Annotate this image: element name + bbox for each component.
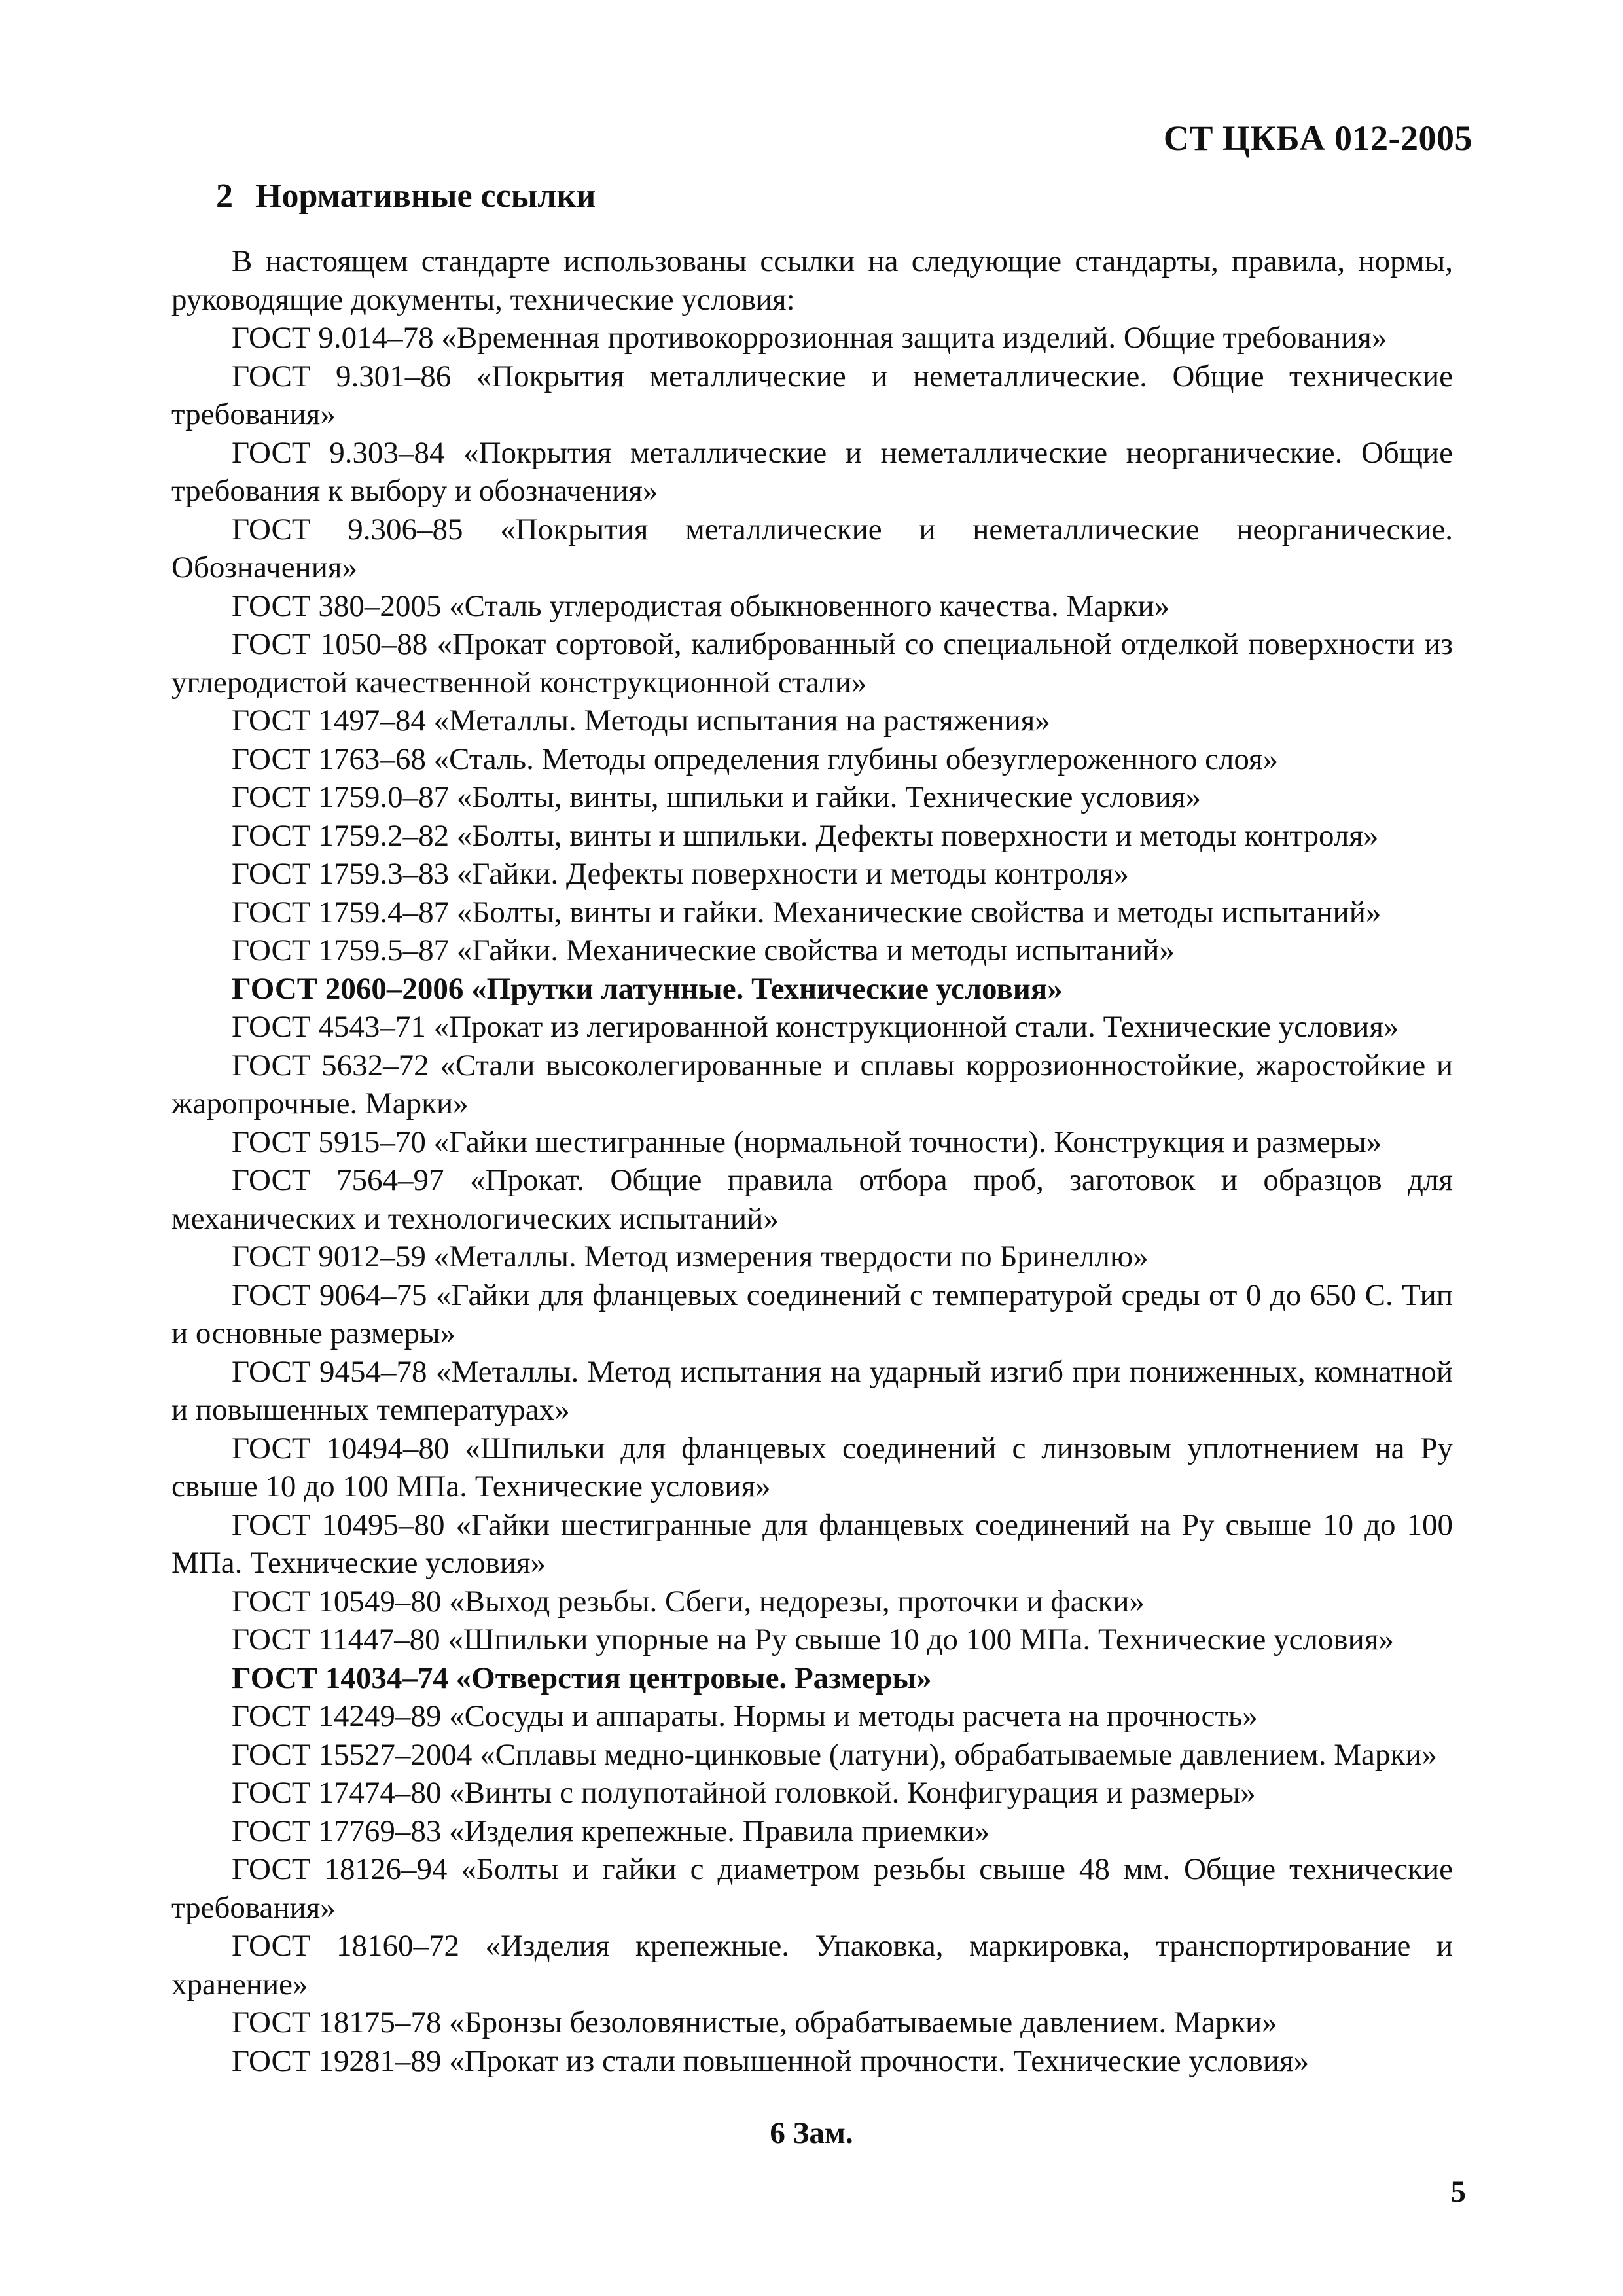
reference-item: ГОСТ 10494–80 «Шпильки для фланцевых соединений с линзовым уплотнением на Pу свыше 10 до 100 МПа. Технические условия» bbox=[171, 1431, 1453, 1503]
reference-item: ГОСТ 1759.2–82 «Болты, винты и шпильки. Дефекты поверхности и методы контроля» bbox=[232, 818, 1379, 853]
reference-item: ГОСТ 1759.3–83 «Гайки. Дефекты поверхности и методы контроля» bbox=[232, 857, 1129, 891]
reference-item: ГОСТ 9.306–85 «Покрытия металлические и неметаллические неорганические. Обозначения» bbox=[171, 512, 1453, 584]
reference-item: ГОСТ 18126–94 «Болты и гайки с диаметром резьбы свыше 48 мм. Общие технические требования» bbox=[171, 1852, 1453, 1925]
reference-item: ГОСТ 1763–68 «Сталь. Методы определения глубины обезуглероженного слоя» bbox=[232, 742, 1279, 776]
reference-item: ГОСТ 1759.4–87 «Болты, винты и гайки. Механические свойства и методы испытаний» bbox=[232, 895, 1382, 929]
section-heading bbox=[216, 177, 596, 215]
reference-item: ГОСТ 1050–88 «Прокат сортовой, калиброванный со специальной отделкой поверхности из углеродистой качественной конструкционной стали» bbox=[171, 627, 1453, 700]
reference-item: ГОСТ 1759.5–87 «Гайки. Механические свойства и методы испытаний» bbox=[232, 933, 1175, 967]
reference-item: ГОСТ 18160–72 «Изделия крепежные. Упаковка, маркировка, транспортирование и хранение» bbox=[171, 1929, 1453, 2001]
reference-item: ГОСТ 19281–89 «Прокат из стали повышенной прочности. Технические условия» bbox=[232, 2043, 1310, 2078]
reference-item: ГОСТ 9012–59 «Металлы. Метод измерения твердости по Бринеллю» bbox=[232, 1240, 1149, 1274]
section-title: Нормативные ссылки bbox=[255, 177, 596, 215]
reference-item: ГОСТ 5915–70 «Гайки шестигранные (нормальной точности). Конструкция и размеры» bbox=[232, 1124, 1382, 1159]
references-list bbox=[171, 242, 1453, 2080]
reference-item: ГОСТ 15527–2004 «Сплавы медно-цинковые (латуни), обрабатываемые давлением. Марки» bbox=[232, 1737, 1437, 1772]
reference-item: ГОСТ 9.303–84 «Покрытия металлические и неметаллические неорганические. Общие требования к выбору и обозначения» bbox=[171, 435, 1453, 508]
reference-item: ГОСТ 5632–72 «Стали высоколегированные и сплавы коррозионностойкие, жаростойкие и жаропрочные. Марки» bbox=[171, 1048, 1453, 1121]
reference-item: ГОСТ 10495–80 «Гайки шестигранные для фланцевых соединений на Pу свыше 10 до 100 МПа. Технические условия» bbox=[171, 1507, 1453, 1580]
reference-item: ГОСТ 11447–80 «Шпильки упорные на Pу свыше 10 до 100 МПа. Технические условия» bbox=[232, 1623, 1394, 1657]
reference-item: ГОСТ 9064–75 «Гайки для фланцевых соединений с температурой среды от 0 до 650 С. Тип и основные размеры» bbox=[171, 1278, 1453, 1350]
reference-item: ГОСТ 1759.0–87 «Болты, винты, шпильки и гайки. Технические условия» bbox=[232, 780, 1202, 814]
intro-paragraph: В настоящем стандарте использованы ссылки на следующие стандарты, правила, нормы, руководящие документы, технические условия: bbox=[171, 244, 1453, 317]
section-number: 2 bbox=[216, 177, 233, 215]
reference-item: ГОСТ 9454–78 «Металлы. Метод испытания на ударный изгиб при пониженных, комнатной и повышенных температурах» bbox=[171, 1354, 1453, 1427]
reference-item: ГОСТ 10549–80 «Выход резьбы. Сбеги, недорезы, проточки и фаски» bbox=[232, 1584, 1145, 1619]
document-code: СТ ЦКБА 012-2005 bbox=[1163, 118, 1472, 158]
reference-item: ГОСТ 7564–97 «Прокат. Общие правила отбора проб, заготовок и образцов для механических и технологических испытаний» bbox=[171, 1163, 1453, 1236]
reference-item: ГОСТ 14034–74 «Отверстия центровые. Размеры» bbox=[232, 1660, 932, 1695]
reference-item: ГОСТ 9.301–86 «Покрытия металлические и неметаллические. Общие технические требования» bbox=[171, 359, 1453, 431]
reference-item: ГОСТ 2060–2006 «Прутки латунные. Технические условия» bbox=[232, 971, 1063, 1006]
reference-item: ГОСТ 14249–89 «Сосуды и аппараты. Нормы и методы расчета на прочность» bbox=[232, 1699, 1258, 1733]
change-note: 6 Зам. bbox=[770, 2116, 853, 2150]
reference-item: ГОСТ 4543–71 «Прокат из легированной конструкционной стали. Технические условия» bbox=[232, 1010, 1399, 1044]
reference-item: ГОСТ 1497–84 «Металлы. Методы испытания на растяжения» bbox=[232, 704, 1050, 738]
reference-item: ГОСТ 17474–80 «Винты с полупотайной головкой. Конфигурация и размеры» bbox=[232, 1776, 1256, 1810]
page-number: 5 bbox=[1450, 2175, 1466, 2209]
reference-item: ГОСТ 18175–78 «Бронзы безоловянистые, обрабатываемые давлением. Марки» bbox=[232, 2005, 1277, 2039]
reference-item: ГОСТ 380–2005 «Сталь углеродистая обыкновенного качества. Марки» bbox=[232, 588, 1170, 623]
reference-item: ГОСТ 17769–83 «Изделия крепежные. Правила приемки» bbox=[232, 1814, 990, 1848]
reference-item: ГОСТ 9.014–78 «Временная противокоррозионная защита изделий. Общие требования» bbox=[232, 321, 1387, 355]
